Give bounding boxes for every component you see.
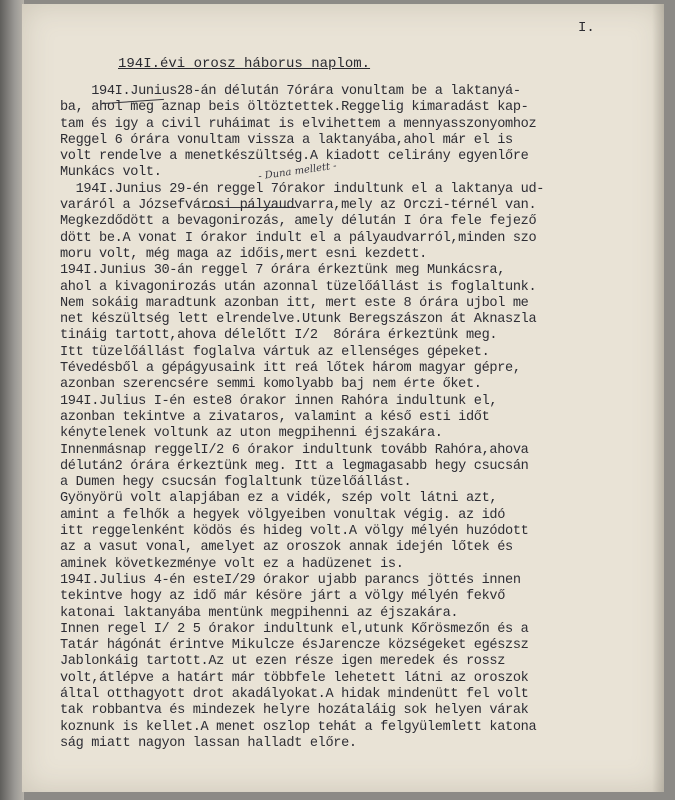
page-edge-shadow (652, 4, 664, 792)
text-line: azonban tekintve a zivataros, valamint a késő esti időt (60, 409, 490, 425)
text-line: a Dumen hegy csucsán foglaltunk tüzelőállást. (60, 475, 412, 491)
text-line: által otthagyott drot akadályokat.A hidak mindenütt fel volt (60, 686, 529, 702)
text-line: net készültség lett elrendelve.Utunk Beregszászon át Aknaszla (60, 312, 537, 328)
text-line: varáról a Józsefvárosi pályaudvarra,mely az Orczi-térnél van. (60, 198, 537, 214)
handwritten-annotation: - Duna mellett - (257, 160, 338, 183)
text-line: ba, ahol meg aznap beis öltöztettek.Reggelig kimaradást kap- (60, 100, 529, 116)
text-line: délután2 órára érkeztünk meg. Itt a legmagasabb hegy csucsán (60, 458, 529, 474)
text-line: az a vasut vonal, amelyet az oroszok annak idején lőtek és (60, 540, 513, 556)
notebook-spine (0, 0, 24, 800)
text-line: tináig tartott,ahova délelőtt I/2 8órára érkeztünk meg. (60, 328, 498, 344)
text-line: Munkács volt. (60, 165, 162, 181)
text-line: Nem sokáig maradtunk azonban itt, mert este 8 órára ujbol me (60, 295, 529, 311)
text-line: moru volt, még maga az időis,mert esni kezdett. (60, 246, 427, 262)
text-line: koznunk is kellet.A menet oszlop tehát a felgyülemlett katona (60, 719, 537, 735)
page-number: I. (578, 20, 595, 36)
text-line: tam és igy a civil ruháimat is elvihettem a mennyasszonyomhoz (60, 116, 537, 132)
text-line: amint a felhők a hegyek völgyeiben vonultak végig. az idó (60, 507, 506, 523)
diary-text (60, 84, 544, 752)
text-line: Megkezdődött a bevagonirozás, amely délután I óra fele fejező (60, 214, 537, 230)
page-title: 194I.évi orosz háborus naplom. (118, 56, 371, 72)
text-line: Reggel 6 órára vonultam vissza a laktanyába,ahol már el is (60, 132, 513, 148)
text-line: Gyönyörü volt alapjában ez a vidék, szép volt látni azt, (60, 491, 498, 507)
text-line: volt,átlépve a határt már többfele lehetett látni az oroszok (60, 670, 529, 686)
text-line: Innenmásnap reggelI/2 6 órakor indultunk tovább Rahóra,ahova (60, 442, 529, 458)
text-line: Itt tüzelőállást foglalva vártuk az ellenséges gépeket. (60, 344, 490, 360)
text-line: aminek következménye volt ez a hadüzenet is. (60, 556, 404, 572)
text-line: tak robbantva és mindezek helyre hozátaláig sok helyen várak (60, 703, 529, 719)
text-line: Tatár hágónát érintve Mikulcze ésJarencze községeket egészsz (60, 638, 529, 654)
text-line: kénytelenek voltunk az uton megpihenni éjszakára. (60, 426, 443, 442)
text-line: 194I.Junius 30-án reggel 7 órára érkeztünk meg Munkácsra, (60, 263, 506, 279)
text-line: volt rendelve a menetkészültség.A kiadott celirány egyenlőre (60, 149, 529, 165)
text-line: 194I.Junius28-án délután 7órára vonultam be a laktanyá- (60, 84, 521, 99)
text-line: katonai laktanyába mentünk megpihenni az éjszakára. (60, 605, 459, 621)
text-line: itt reggelenként ködös és hideg volt.A völgy mélyén huzódott (60, 524, 529, 540)
strikethrough-mark (204, 207, 296, 208)
text-line: ság miatt nagyon lassan halladt előre. (60, 735, 357, 751)
text-line: Jablonkáig tartott.Az ut ezen része igen meredek és rossz (60, 654, 506, 670)
text-line: 194I.Junius 29-én reggel 7órakor indultunk el a laktanya ud- (60, 181, 545, 197)
text-line: azonban szerencsére semmi komolyabb baj nem érte őket. (60, 377, 482, 393)
text-line: tekintve hogy az idő már késöre járt a völgy mélyén fekvő (60, 589, 506, 605)
text-line: dött be.A vonat I órakor indult el a pályaudvarról,minden szo (60, 230, 537, 246)
text-line: Tévedésből a gépágyusaink itt reá lőtek három magyar gépre, (60, 361, 521, 377)
text-line: ahol a kivagonirozás után azonnal tüzelőállást is foglaltunk. (60, 279, 537, 295)
text-line: Innen regel I/ 2 5 órakor indultunk el,utunk Kőrösmezőn és a (60, 621, 529, 637)
text-line: 194I.Julius 4-én esteI/29 órakor ujabb parancs jöttés innen (60, 572, 521, 588)
text-line: 194I.Julius I-én este8 órakor innen Rahóra indultunk el, (60, 393, 498, 409)
